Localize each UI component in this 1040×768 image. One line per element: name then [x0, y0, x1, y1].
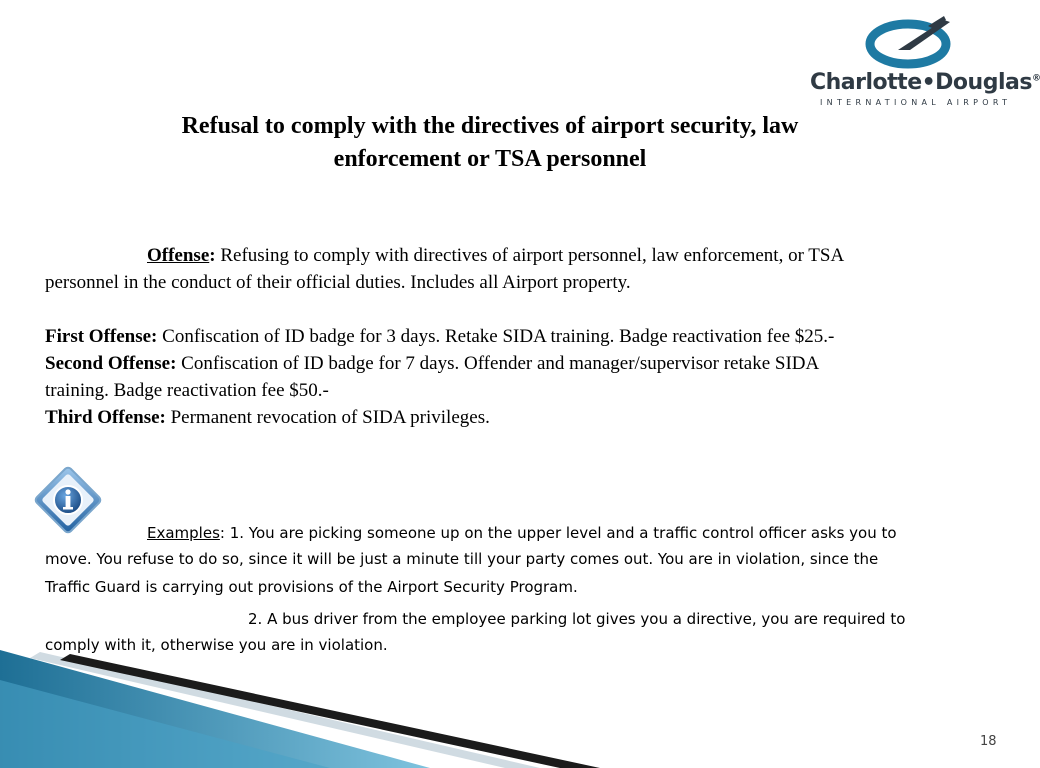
logo-subtitle: INTERNATIONAL AIRPORT: [820, 98, 1012, 107]
examples-line-1: [45, 520, 995, 546]
examples-label: Examples: [147, 524, 220, 542]
airport-logo-mark: [858, 14, 954, 70]
offense-label: Offense: [147, 245, 210, 266]
examples-section: [45, 520, 995, 658]
penalty-second-text: Confiscation of ID badge for 7 days. Offender and manager/supervisor retake SIDA: [176, 353, 820, 374]
slide-title-line-1: Refusal to comply with the directives of airport security, law: [181, 113, 799, 139]
offense-text-1: Refusing to comply with directives of airport personnel, law enforcement, or TSA: [215, 245, 845, 266]
offense-line-1: [45, 242, 995, 269]
examples-line-3: Traffic Guard is carrying out provisions of the Airport Security Program.: [45, 578, 578, 596]
penalty-first: [45, 323, 995, 350]
penalty-third-label: Third Offense:: [45, 407, 166, 428]
penalty-first-label: First Offense:: [45, 326, 158, 347]
examples-line-5: comply with it, otherwise you are in violation.: [45, 636, 388, 654]
offense-section: [45, 242, 995, 431]
slide-title: [100, 110, 880, 176]
penalty-second: [45, 350, 995, 377]
page-number: 18: [980, 734, 997, 749]
examples-text-4: 2. A bus driver from the employee parking lot gives you a directive, you are required to: [248, 610, 906, 628]
penalty-second-label: Second Offense:: [45, 353, 177, 374]
penalty-first-text: Confiscation of ID badge for 3 days. Retake SIDA training. Badge reactivation fee $25.-: [157, 326, 835, 347]
airport-logo: [806, 12, 1040, 107]
examples-line-2: move. You refuse to do so, since it will be just a minute till your party comes out. You are in violation, since the: [45, 550, 879, 568]
logo-name: Charlotte•Douglas®: [810, 70, 1040, 95]
examples-text-1: : 1. You are picking someone up on the upper level and a traffic control officer asks you to: [219, 524, 897, 542]
decorative-swoosh: [0, 640, 620, 768]
offense-line-2: personnel in the conduct of their official duties. Includes all Airport property.: [45, 272, 631, 293]
offense-colon: :: [209, 245, 216, 266]
penalty-third-text: Permanent revocation of SIDA privileges.: [165, 407, 490, 428]
penalty-third: [45, 404, 995, 431]
slide-title-line-2: enforcement or TSA personnel: [333, 146, 647, 172]
examples-line-4: [45, 606, 995, 632]
penalty-second-cont: training. Badge reactivation fee $50.-: [45, 380, 329, 401]
